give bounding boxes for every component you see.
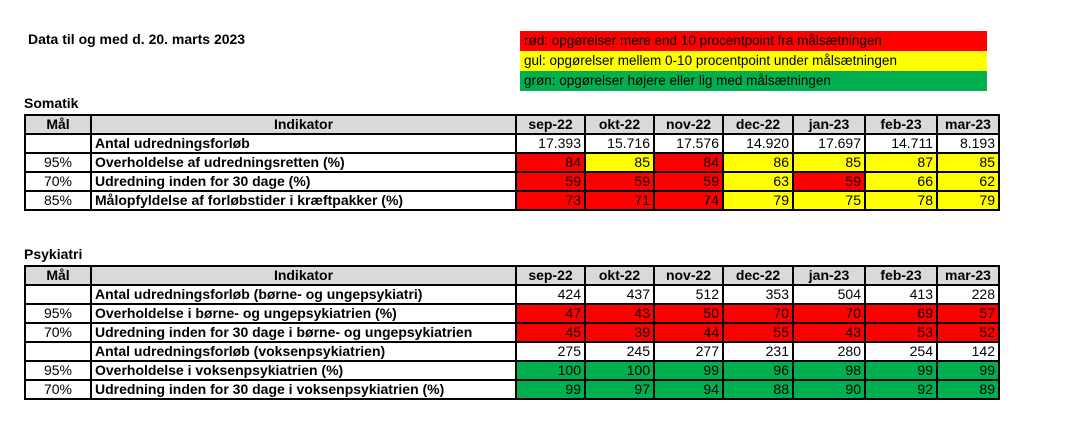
value-cell: 70 xyxy=(723,304,793,323)
value-cell: 79 xyxy=(937,191,999,210)
report-date-title: Data til og med d. 20. marts 2023 xyxy=(28,31,246,47)
value-cell: 63 xyxy=(723,172,793,191)
value-cell: 94 xyxy=(654,380,723,399)
color-legend xyxy=(520,31,987,91)
column-header-month: sep-22 xyxy=(516,266,585,285)
column-header-month: feb-23 xyxy=(865,266,937,285)
legend-red: rød: opgørelser mere end 10 procentpoint fra målsætningen xyxy=(520,31,987,51)
somatik-row xyxy=(25,191,999,210)
indicator-cell: Antal udredningsforløb (voksenpsykiatrien) xyxy=(91,342,516,361)
psykiatri-row xyxy=(25,285,999,304)
value-cell: 99 xyxy=(654,361,723,380)
column-header-month: sep-22 xyxy=(516,115,585,134)
value-cell: 15.716 xyxy=(585,134,654,153)
value-cell: 59 xyxy=(585,172,654,191)
value-cell: 53 xyxy=(865,323,937,342)
column-header-month: okt-22 xyxy=(585,266,654,285)
target-cell: 85% xyxy=(25,191,91,210)
value-cell: 43 xyxy=(793,323,865,342)
value-cell: 55 xyxy=(723,323,793,342)
value-cell: 14.711 xyxy=(865,134,937,153)
value-cell: 84 xyxy=(516,153,585,172)
value-cell: 47 xyxy=(516,304,585,323)
value-cell: 280 xyxy=(793,342,865,361)
column-header-month: nov-22 xyxy=(654,266,723,285)
indicator-cell: Overholdelse i voksenpsykiatrien (%) xyxy=(91,361,516,380)
value-cell: 8.193 xyxy=(937,134,999,153)
value-cell: 17.393 xyxy=(516,134,585,153)
value-cell: 424 xyxy=(516,285,585,304)
indicator-cell: Antal udredningsforløb xyxy=(91,134,516,153)
column-header-indikator: Indikator xyxy=(91,266,516,285)
value-cell: 277 xyxy=(654,342,723,361)
value-cell: 96 xyxy=(723,361,793,380)
target-cell: 70% xyxy=(25,323,91,342)
psykiatri-row xyxy=(25,361,999,380)
value-cell: 59 xyxy=(654,172,723,191)
value-cell: 59 xyxy=(793,172,865,191)
value-cell: 437 xyxy=(585,285,654,304)
value-cell: 62 xyxy=(937,172,999,191)
value-cell: 14.920 xyxy=(723,134,793,153)
value-cell: 99 xyxy=(865,361,937,380)
column-header-month: dec-22 xyxy=(723,266,793,285)
section-title-somatik: Somatik xyxy=(24,95,79,111)
target-cell: 95% xyxy=(25,304,91,323)
target-cell: 95% xyxy=(25,361,91,380)
value-cell: 79 xyxy=(723,191,793,210)
indicator-cell: Udredning inden for 30 dage i voksenpsykiatrien (%) xyxy=(91,380,516,399)
value-cell: 73 xyxy=(516,191,585,210)
value-cell: 228 xyxy=(937,285,999,304)
value-cell: 413 xyxy=(865,285,937,304)
value-cell: 59 xyxy=(516,172,585,191)
value-cell: 52 xyxy=(937,323,999,342)
column-header-month: mar-23 xyxy=(937,115,999,134)
target-cell: 70% xyxy=(25,172,91,191)
indicator-cell: Overholdelse i børne- og ungepsykiatrien (%) xyxy=(91,304,516,323)
value-cell: 100 xyxy=(516,361,585,380)
somatik-row xyxy=(25,172,999,191)
value-cell: 353 xyxy=(723,285,793,304)
indicator-cell: Udredning inden for 30 dage i børne- og ungepsykiatrien xyxy=(91,323,516,342)
psykiatri-table xyxy=(24,265,1000,400)
value-cell: 66 xyxy=(865,172,937,191)
value-cell: 45 xyxy=(516,323,585,342)
value-cell: 17.697 xyxy=(793,134,865,153)
column-header-month: feb-23 xyxy=(865,115,937,134)
value-cell: 275 xyxy=(516,342,585,361)
value-cell: 142 xyxy=(937,342,999,361)
target-cell xyxy=(25,134,91,153)
target-cell: 95% xyxy=(25,153,91,172)
somatik-table xyxy=(24,114,1000,211)
psykiatri-row xyxy=(25,323,999,342)
value-cell: 88 xyxy=(723,380,793,399)
column-header-mal: Mål xyxy=(25,266,91,285)
indicator-cell: Udredning inden for 30 dage (%) xyxy=(91,172,516,191)
legend-green: grøn: opgørelser højere eller lig med målsætningen xyxy=(520,71,987,91)
value-cell: 99 xyxy=(937,361,999,380)
value-cell: 231 xyxy=(723,342,793,361)
value-cell: 75 xyxy=(793,191,865,210)
table-header-row xyxy=(25,115,999,134)
value-cell: 98 xyxy=(793,361,865,380)
psykiatri-row xyxy=(25,304,999,323)
indicator-cell: Antal udredningsforløb (børne- og ungepsykiatri) xyxy=(91,285,516,304)
value-cell: 100 xyxy=(585,361,654,380)
value-cell: 84 xyxy=(654,153,723,172)
value-cell: 245 xyxy=(585,342,654,361)
table-header-row xyxy=(25,266,999,285)
indicator-cell: Overholdelse af udredningsretten (%) xyxy=(91,153,516,172)
value-cell: 86 xyxy=(723,153,793,172)
value-cell: 90 xyxy=(793,380,865,399)
value-cell: 44 xyxy=(654,323,723,342)
target-cell xyxy=(25,285,91,304)
value-cell: 85 xyxy=(793,153,865,172)
value-cell: 97 xyxy=(585,380,654,399)
legend-yellow: gul: opgørelser mellem 0-10 procentpoint under målsætningen xyxy=(520,51,987,71)
column-header-month: dec-22 xyxy=(723,115,793,134)
value-cell: 43 xyxy=(585,304,654,323)
target-cell: 70% xyxy=(25,380,91,399)
value-cell: 71 xyxy=(585,191,654,210)
value-cell: 39 xyxy=(585,323,654,342)
value-cell: 78 xyxy=(865,191,937,210)
value-cell: 89 xyxy=(937,380,999,399)
value-cell: 504 xyxy=(793,285,865,304)
target-cell xyxy=(25,342,91,361)
value-cell: 85 xyxy=(585,153,654,172)
column-header-month: mar-23 xyxy=(937,266,999,285)
somatik-row xyxy=(25,153,999,172)
value-cell: 512 xyxy=(654,285,723,304)
column-header-month: nov-22 xyxy=(654,115,723,134)
value-cell: 70 xyxy=(793,304,865,323)
column-header-month: jan-23 xyxy=(793,115,865,134)
column-header-mal: Mål xyxy=(25,115,91,134)
column-header-indikator: Indikator xyxy=(91,115,516,134)
value-cell: 74 xyxy=(654,191,723,210)
psykiatri-row xyxy=(25,342,999,361)
value-cell: 92 xyxy=(865,380,937,399)
somatik-row xyxy=(25,134,999,153)
value-cell: 69 xyxy=(865,304,937,323)
value-cell: 87 xyxy=(865,153,937,172)
column-header-month: okt-22 xyxy=(585,115,654,134)
value-cell: 50 xyxy=(654,304,723,323)
value-cell: 99 xyxy=(516,380,585,399)
value-cell: 57 xyxy=(937,304,999,323)
section-title-psykiatri: Psykiatri xyxy=(24,246,83,262)
column-header-month: jan-23 xyxy=(793,266,865,285)
psykiatri-row xyxy=(25,380,999,399)
value-cell: 254 xyxy=(865,342,937,361)
value-cell: 85 xyxy=(937,153,999,172)
indicator-cell: Målopfyldelse af forløbstider i kræftpakker (%) xyxy=(91,191,516,210)
value-cell: 17.576 xyxy=(654,134,723,153)
